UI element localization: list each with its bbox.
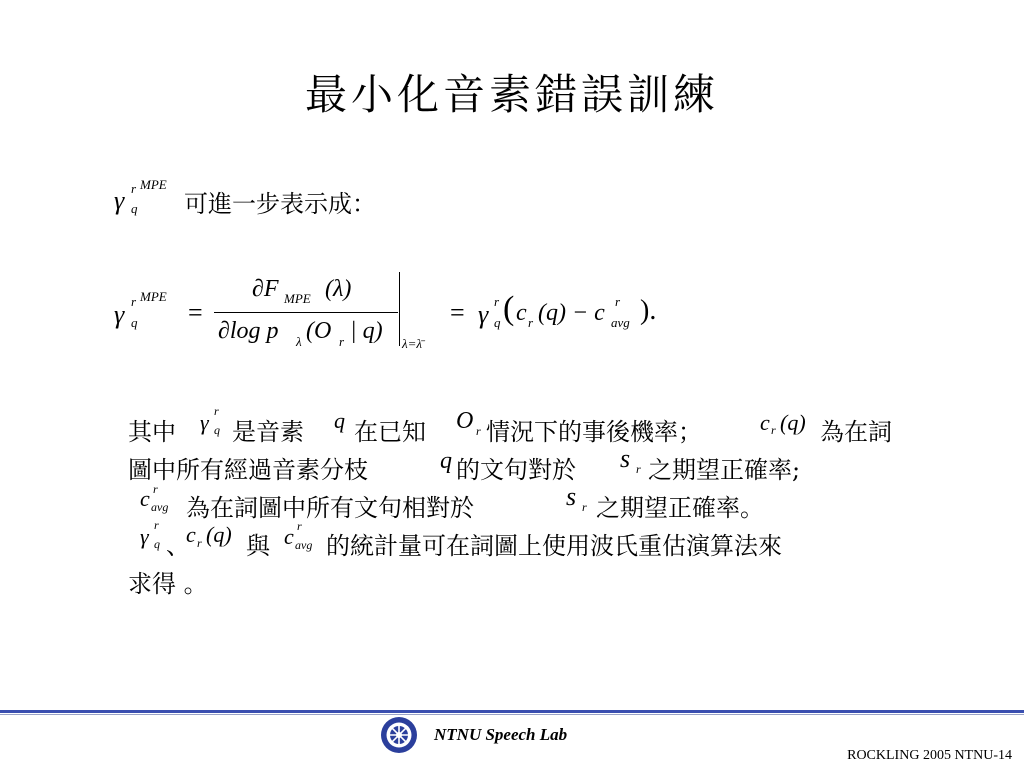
p1-q: q	[334, 408, 345, 433]
ntnu-logo-icon	[380, 716, 418, 754]
p4-c2: c	[284, 524, 294, 549]
p3-b: 之期望正確率。	[596, 494, 764, 522]
p4-b: 的統計量可在詞圖上使用波氏重估演算法來	[326, 532, 782, 560]
sub-q: q	[131, 201, 138, 216]
p4-gamma-sub: q	[154, 537, 160, 551]
fraction-line	[214, 312, 398, 313]
eq-sup-r: r	[131, 294, 137, 309]
p2-s-sub: r	[636, 462, 641, 476]
eval-bar	[399, 272, 400, 346]
eq-sub-q: q	[131, 315, 138, 330]
eq-denominator: ∂log p	[218, 318, 279, 344]
p2-a: 圖中所有經過音素分枝	[128, 456, 368, 484]
p2-b: 的文句對於	[456, 456, 576, 484]
p4-a: 與	[246, 532, 270, 560]
p1-O-sub: r	[476, 424, 481, 438]
eq-c: c	[516, 300, 527, 326]
eq-eval-at: λ=λ̄	[402, 336, 423, 351]
p1-e: 為在詞	[820, 418, 892, 446]
eq-avg-sup-r: r	[615, 294, 621, 309]
eq-partial-f: ∂F	[252, 276, 279, 302]
eq-equals: =	[188, 298, 203, 327]
eq-sup-mpe: MPE	[140, 289, 167, 304]
footer-rule	[0, 710, 1024, 713]
gamma-symbol: γ	[114, 186, 125, 215]
eq-sub-r: r	[339, 334, 345, 349]
lab-name: NTNU Speech Lab	[434, 725, 568, 744]
footer-rule-thin	[0, 714, 1024, 715]
p5: 求得 。	[128, 570, 208, 598]
p2-q: q	[440, 448, 452, 474]
p4-c2-sup: r	[297, 519, 302, 533]
eq-rhs-end: ).	[640, 295, 657, 326]
p2-s: s	[620, 444, 631, 473]
eq-rhs-equals: =	[450, 298, 465, 327]
p3-s-sub: r	[582, 500, 587, 514]
p1-gamma-sup: r	[214, 404, 219, 418]
p4-cr-q: (q)	[206, 522, 232, 547]
p1-O: O	[456, 408, 474, 434]
p4-gamma-sup: r	[154, 518, 159, 532]
p2-c: 之期望正確率;	[648, 456, 801, 484]
sup-mpe: MPE	[140, 177, 167, 192]
p3-a: 為在詞圖中所有文句相對於	[186, 494, 474, 522]
p1-c-sym: c	[760, 410, 770, 435]
eq-rhs-sub-q: q	[494, 315, 501, 330]
p1-c: 在已知	[354, 418, 426, 446]
eq-sub-lambda: λ	[296, 334, 302, 349]
eq-den-end: | q)	[350, 318, 383, 344]
p1-b: 是音素	[232, 418, 304, 446]
eq-gamma: γ	[114, 300, 125, 329]
slide-title: 最小化音素錯誤訓練	[304, 70, 719, 119]
eq-den-rest: (O	[306, 318, 332, 344]
p1-gamma: γ	[200, 410, 209, 435]
eq-paren-open: (	[503, 290, 515, 327]
p3-c-sub: avg	[151, 500, 169, 514]
p1-gamma-sub: q	[214, 423, 220, 437]
p3-s: s	[566, 482, 577, 511]
p4-gamma: γ	[140, 524, 149, 549]
eq-c-sub-r: r	[528, 315, 534, 330]
sup-r: r	[131, 181, 137, 196]
p4-c-sub: r	[197, 536, 202, 550]
eq-rhs-gamma: γ	[478, 300, 489, 329]
p3-c: c	[140, 486, 150, 511]
p4-c: c	[186, 522, 196, 547]
p1-cr-q: (q)	[780, 410, 806, 435]
p3-c-sup: r	[153, 482, 158, 496]
eq-rhs-sup-r: r	[494, 294, 500, 309]
eq-sub-avg: avg	[611, 315, 630, 330]
eq-lambda-paren: (λ)	[325, 276, 352, 302]
eq-sub-mpe: MPE	[284, 291, 311, 306]
p4-c2-sub: avg	[295, 538, 313, 552]
slide-footer-label: ROCKLING 2005 NTNU-14	[847, 748, 1012, 763]
p1-a: 其中	[128, 418, 176, 446]
p1-d: 情況下的事後機率；	[486, 418, 702, 446]
intro-text: 可進一步表示成：	[184, 190, 376, 218]
p1-c-sub: r	[771, 423, 776, 437]
p4-sep: 、	[166, 532, 190, 560]
eq-rhs-mid: (q) − c	[538, 300, 605, 326]
